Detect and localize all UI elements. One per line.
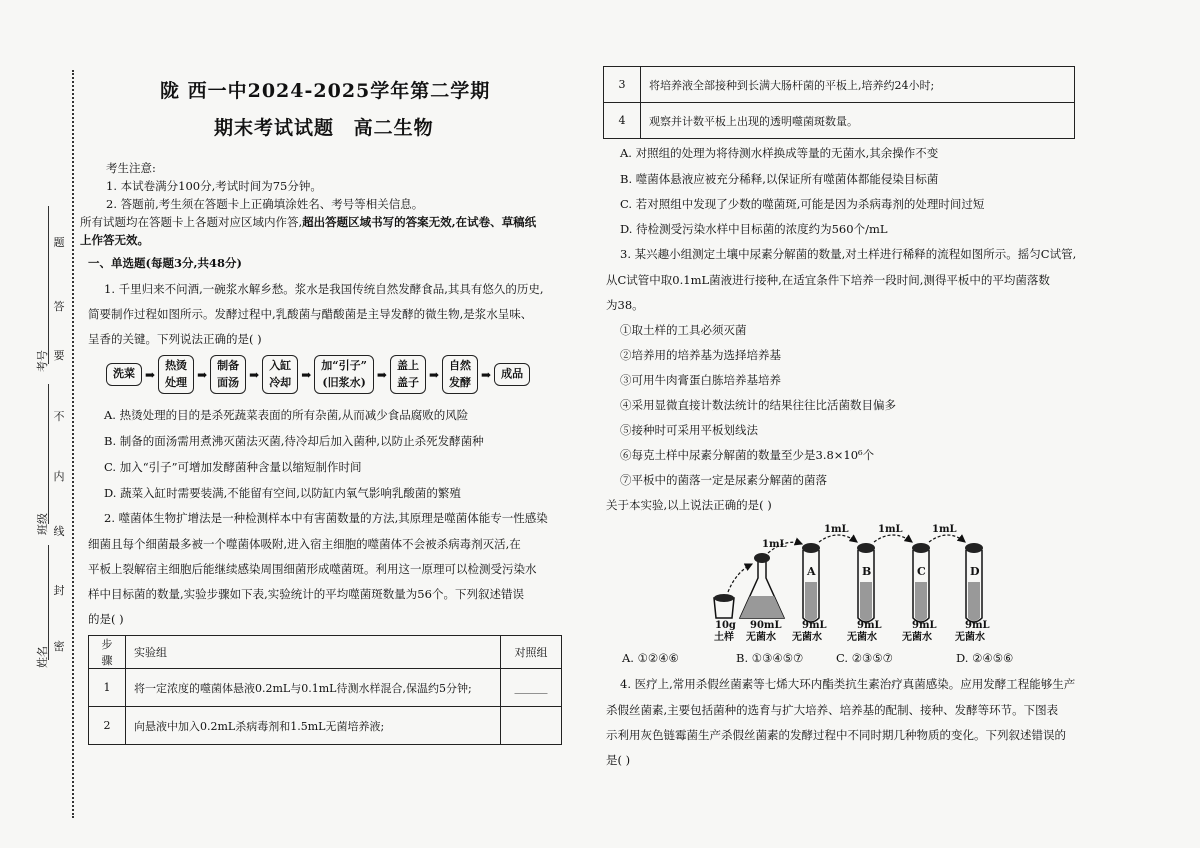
margin-char: 不 — [53, 410, 65, 423]
table-row — [89, 669, 562, 707]
table-cell — [501, 707, 562, 745]
q2-option-b: B. 噬菌体悬液应被充分稀释,以保证所有噬菌体都能侵染目标菌 — [620, 172, 939, 186]
margin-char: 线 — [53, 525, 65, 538]
tube-label: 无菌水 — [902, 632, 932, 643]
margin-char: 答 — [53, 300, 65, 313]
notice-item-3: 所有试题均在答题卡上各题对应区域内作答,超出答题区域书写的答案无效,在试卷、草稿纸 — [80, 215, 537, 229]
notice-item-1: 1. 本试卷满分100分,考试时间为75分钟。 — [106, 179, 322, 193]
q2-stem: 样中目标菌的数量,实验步骤如下表,实验统计的平均噬菌斑数量为56个。下列叙述错误 — [88, 587, 524, 601]
q1-option-d: D. 蔬菜入缸时需要装满,不能留有空间,以防缸内氧气影响乳酸菌的繁殖 — [104, 486, 461, 500]
q2-option-c: C. 若对照组中发现了少数的噬菌斑,可能是因为杀病毒剂的处理时间过短 — [620, 197, 985, 211]
tube-letter: B — [862, 565, 872, 578]
test-tube-a — [802, 543, 820, 622]
table-row — [604, 67, 1075, 103]
table-cell: 观察并计数平板上出现的透明噬菌斑数量。 — [641, 103, 1075, 139]
q1-stem: 简要制作过程如图所示。发酵过程中,乳酸菌与醋酸菌是主导发酵的微生物,是浆水呈味、 — [88, 307, 533, 321]
tube-letter: D — [970, 565, 980, 578]
q3-option-a: A. ①②④⑥ — [622, 651, 679, 665]
flask-label: 无菌水 — [746, 632, 776, 643]
q2-steps-table-continued — [603, 66, 1075, 139]
q3-stem: 3. 某兴趣小组测定土壤中尿素分解菌的数量,对土样进行稀释的流程如图所示。摇匀C试管, — [620, 247, 1077, 261]
q3-statement: ⑤接种时可采用平板划线法 — [620, 423, 758, 437]
q2-stem: 的是( ) — [88, 612, 124, 626]
margin-char: 密 — [53, 640, 65, 653]
flow-step: 加“引子” (旧浆水) — [314, 355, 374, 394]
margin-char: 题 — [53, 236, 65, 249]
xingming-label: 姓名 — [36, 646, 49, 668]
notice-heading: 考生注意: — [106, 161, 156, 175]
q4-stem: 是( ) — [606, 753, 631, 767]
table-header-row — [89, 636, 562, 669]
margin-char: 内 — [53, 470, 65, 483]
flow-step: 成品 — [494, 363, 530, 386]
q3-question: 关于本实验,以上说法正确的是( ) — [606, 498, 772, 512]
q3-statement: ②培养用的培养基为选择培养基 — [620, 348, 781, 362]
flow-step: 入缸 冷却 — [262, 355, 298, 394]
table-header-cell: 步骤 — [89, 636, 126, 669]
q2-option-a: A. 对照组的处理为将待测水样换成等量的无菌水,其余操作不变 — [620, 146, 939, 160]
test-tube-b — [857, 543, 875, 622]
table-cell: 将一定浓度的噬菌体悬液0.2mL与0.1mL待测水样混合,保温约5分钟; — [126, 669, 501, 707]
soil-label: 10g — [715, 620, 736, 631]
exam-title-line2: 期末考试试题 高二生物 — [214, 117, 434, 139]
kaohao-label: 考号 — [36, 350, 49, 372]
tube-label: 9mL — [912, 620, 937, 631]
test-tube-d — [965, 543, 983, 622]
q3-statement: ③可用牛肉膏蛋白胨培养基培养 — [620, 373, 781, 387]
tube-label: 无菌水 — [847, 632, 877, 643]
q3-statement: ⑥每克土样中尿素分解菌的数量至少是3.8×10⁶个 — [620, 448, 875, 462]
table-cell: 3 — [604, 67, 641, 103]
q3-statement: ④采用显微直接计数法统计的结果往往比活菌数目偏多 — [620, 398, 896, 412]
margin-char: 封 — [53, 584, 65, 597]
volume-label: 1mL — [762, 539, 787, 550]
q2-stem: 细菌且每个细菌最多被一个噬菌体吸附,进入宿主细胞的噬菌体不会被杀病毒剂灭活,在 — [88, 537, 521, 551]
dilution-diagram — [706, 520, 1006, 645]
q3-statement: ①取土样的工具必须灭菌 — [620, 323, 747, 337]
arrow-right-icon: ➡ — [301, 367, 312, 382]
q3-option-d: D. ②④⑤⑥ — [956, 651, 1014, 665]
table-header-cell: 对照组 — [501, 636, 562, 669]
notice-item-3-cont: 上作答无效。 — [80, 233, 149, 247]
arrow-right-icon: ➡ — [428, 367, 440, 382]
binding-line — [72, 70, 74, 818]
flow-step: 自然 发酵 — [442, 355, 478, 394]
kaohao-underline — [48, 206, 49, 364]
flask-icon — [740, 553, 784, 618]
q1-stem: 呈香的关键。下列说法正确的是( ) — [88, 332, 262, 346]
transfer-arrow — [728, 564, 752, 592]
arrow-right-icon: ➡ — [197, 367, 208, 382]
q1-stem: 1. 千里归来不问酒,一碗浆水解乡愁。浆水是我国传统自然发酵食品,其具有悠久的历史, — [104, 282, 544, 296]
margin-char: 要 — [53, 349, 65, 362]
arrow-right-icon: ➡ — [145, 367, 156, 382]
banji-label: 班级 — [36, 513, 49, 535]
tube-label: 9mL — [857, 620, 882, 631]
q1-option-a: A. 热烫处理的目的是杀死蔬菜表面的所有杂菌,从而减少食品腐败的风险 — [104, 408, 469, 422]
soil-label: 土样 — [714, 632, 734, 643]
notice-item-2: 2. 答题前,考生须在答题卡上正确填涂姓名、考号等相关信息。 — [106, 197, 424, 211]
tube-label: 9mL — [802, 620, 827, 631]
xingming-underline — [48, 545, 49, 660]
banji-underline — [48, 384, 49, 524]
flask-label: 90mL — [750, 620, 782, 631]
transfer-arrow — [819, 535, 857, 542]
q2-stem: 2. 噬菌体生物扩增法是一种检测样本中有害菌数量的方法,其原理是噬菌体能专一性感染 — [104, 511, 548, 525]
q3-option-c: C. ②③⑤⑦ — [836, 651, 893, 665]
tube-label: 无菌水 — [792, 632, 822, 643]
flow-step: 制备 面汤 — [210, 355, 246, 394]
flow-step: 热烫 处理 — [158, 355, 194, 394]
q4-stem: 4. 医疗上,常用杀假丝菌素等七烯大环内酯类抗生素治疗真菌感染。应用发酵工程能够生产 — [620, 677, 1076, 691]
volume-label: 1mL — [878, 524, 903, 535]
tube-label: 9mL — [965, 620, 990, 631]
flow-step: 洗菜 — [106, 363, 142, 386]
arrow-right-icon: ➡ — [376, 367, 387, 382]
table-header-cell: 实验组 — [126, 636, 501, 669]
table-cell: 将培养液全部接种到长满大肠杆菌的平板上,培养约24小时; — [641, 67, 1075, 103]
q4-stem: 杀假丝菌素,主要包括菌种的选育与扩大培养、培养基的配制、接种、发酵等环节。下图表 — [606, 703, 1059, 717]
arrow-right-icon: ➡ — [481, 367, 492, 382]
volume-label: 1mL — [932, 524, 957, 535]
q4-stem: 示利用灰色链霉菌生产杀假丝菌素的发酵过程中不同时期几种物质的变化。下列叙述错误的 — [606, 728, 1066, 742]
table-cell: 1 — [89, 669, 126, 707]
table-cell: 2 — [89, 707, 126, 745]
table-cell: 向悬液中加入0.2mL杀病毒剂和1.5mL无菌培养液; — [126, 707, 501, 745]
q3-option-b: B. ①③④⑤⑦ — [736, 651, 804, 665]
q3-stem: 为38。 — [606, 298, 644, 312]
table-row — [89, 707, 562, 745]
test-tube-c — [912, 543, 930, 622]
q3-stem: 从C试管中取0.1mL菌液进行接种,在适宜条件下培养一段时间,测得平板中的平均菌落数 — [606, 273, 1050, 287]
q1-option-c: C. 加入“引子”可增加发酵菌种含量以缩短制作时间 — [104, 460, 362, 474]
flow-step: 盖上 盖子 — [390, 355, 426, 394]
soil-sample-icon — [714, 594, 734, 618]
table-cell: ______ — [501, 669, 562, 707]
section-heading: 一、单选题(每题3分,共48分) — [88, 256, 242, 270]
q3-statement: ⑦平板中的菌落一定是尿素分解菌的菌落 — [620, 473, 827, 487]
transfer-arrow — [929, 535, 965, 542]
table-cell: 4 — [604, 103, 641, 139]
tube-label: 无菌水 — [955, 632, 985, 643]
transfer-arrow — [874, 535, 912, 542]
q2-steps-table — [88, 635, 562, 745]
q1-option-b: B. 制备的面汤需用煮沸灭菌法灭菌,待冷却后加入菌种,以防止杀死发酵菌种 — [104, 434, 484, 448]
exam-title-line1: 陇 西一中2024-2025学年第二学期 — [160, 80, 491, 102]
tube-letter: A — [807, 565, 816, 578]
q2-option-d: D. 待检测受污染水样中目标菌的浓度约为560个/mL — [620, 222, 888, 236]
tube-letter: C — [917, 565, 926, 578]
table-row — [604, 103, 1075, 139]
q1-flowchart — [106, 355, 530, 394]
volume-label: 1mL — [824, 524, 849, 535]
q2-stem: 平板上裂解宿主细胞后能继续感染周围细菌形成噬菌斑。利用这一原理可以检测受污染水 — [88, 562, 537, 576]
arrow-right-icon: ➡ — [249, 367, 260, 382]
